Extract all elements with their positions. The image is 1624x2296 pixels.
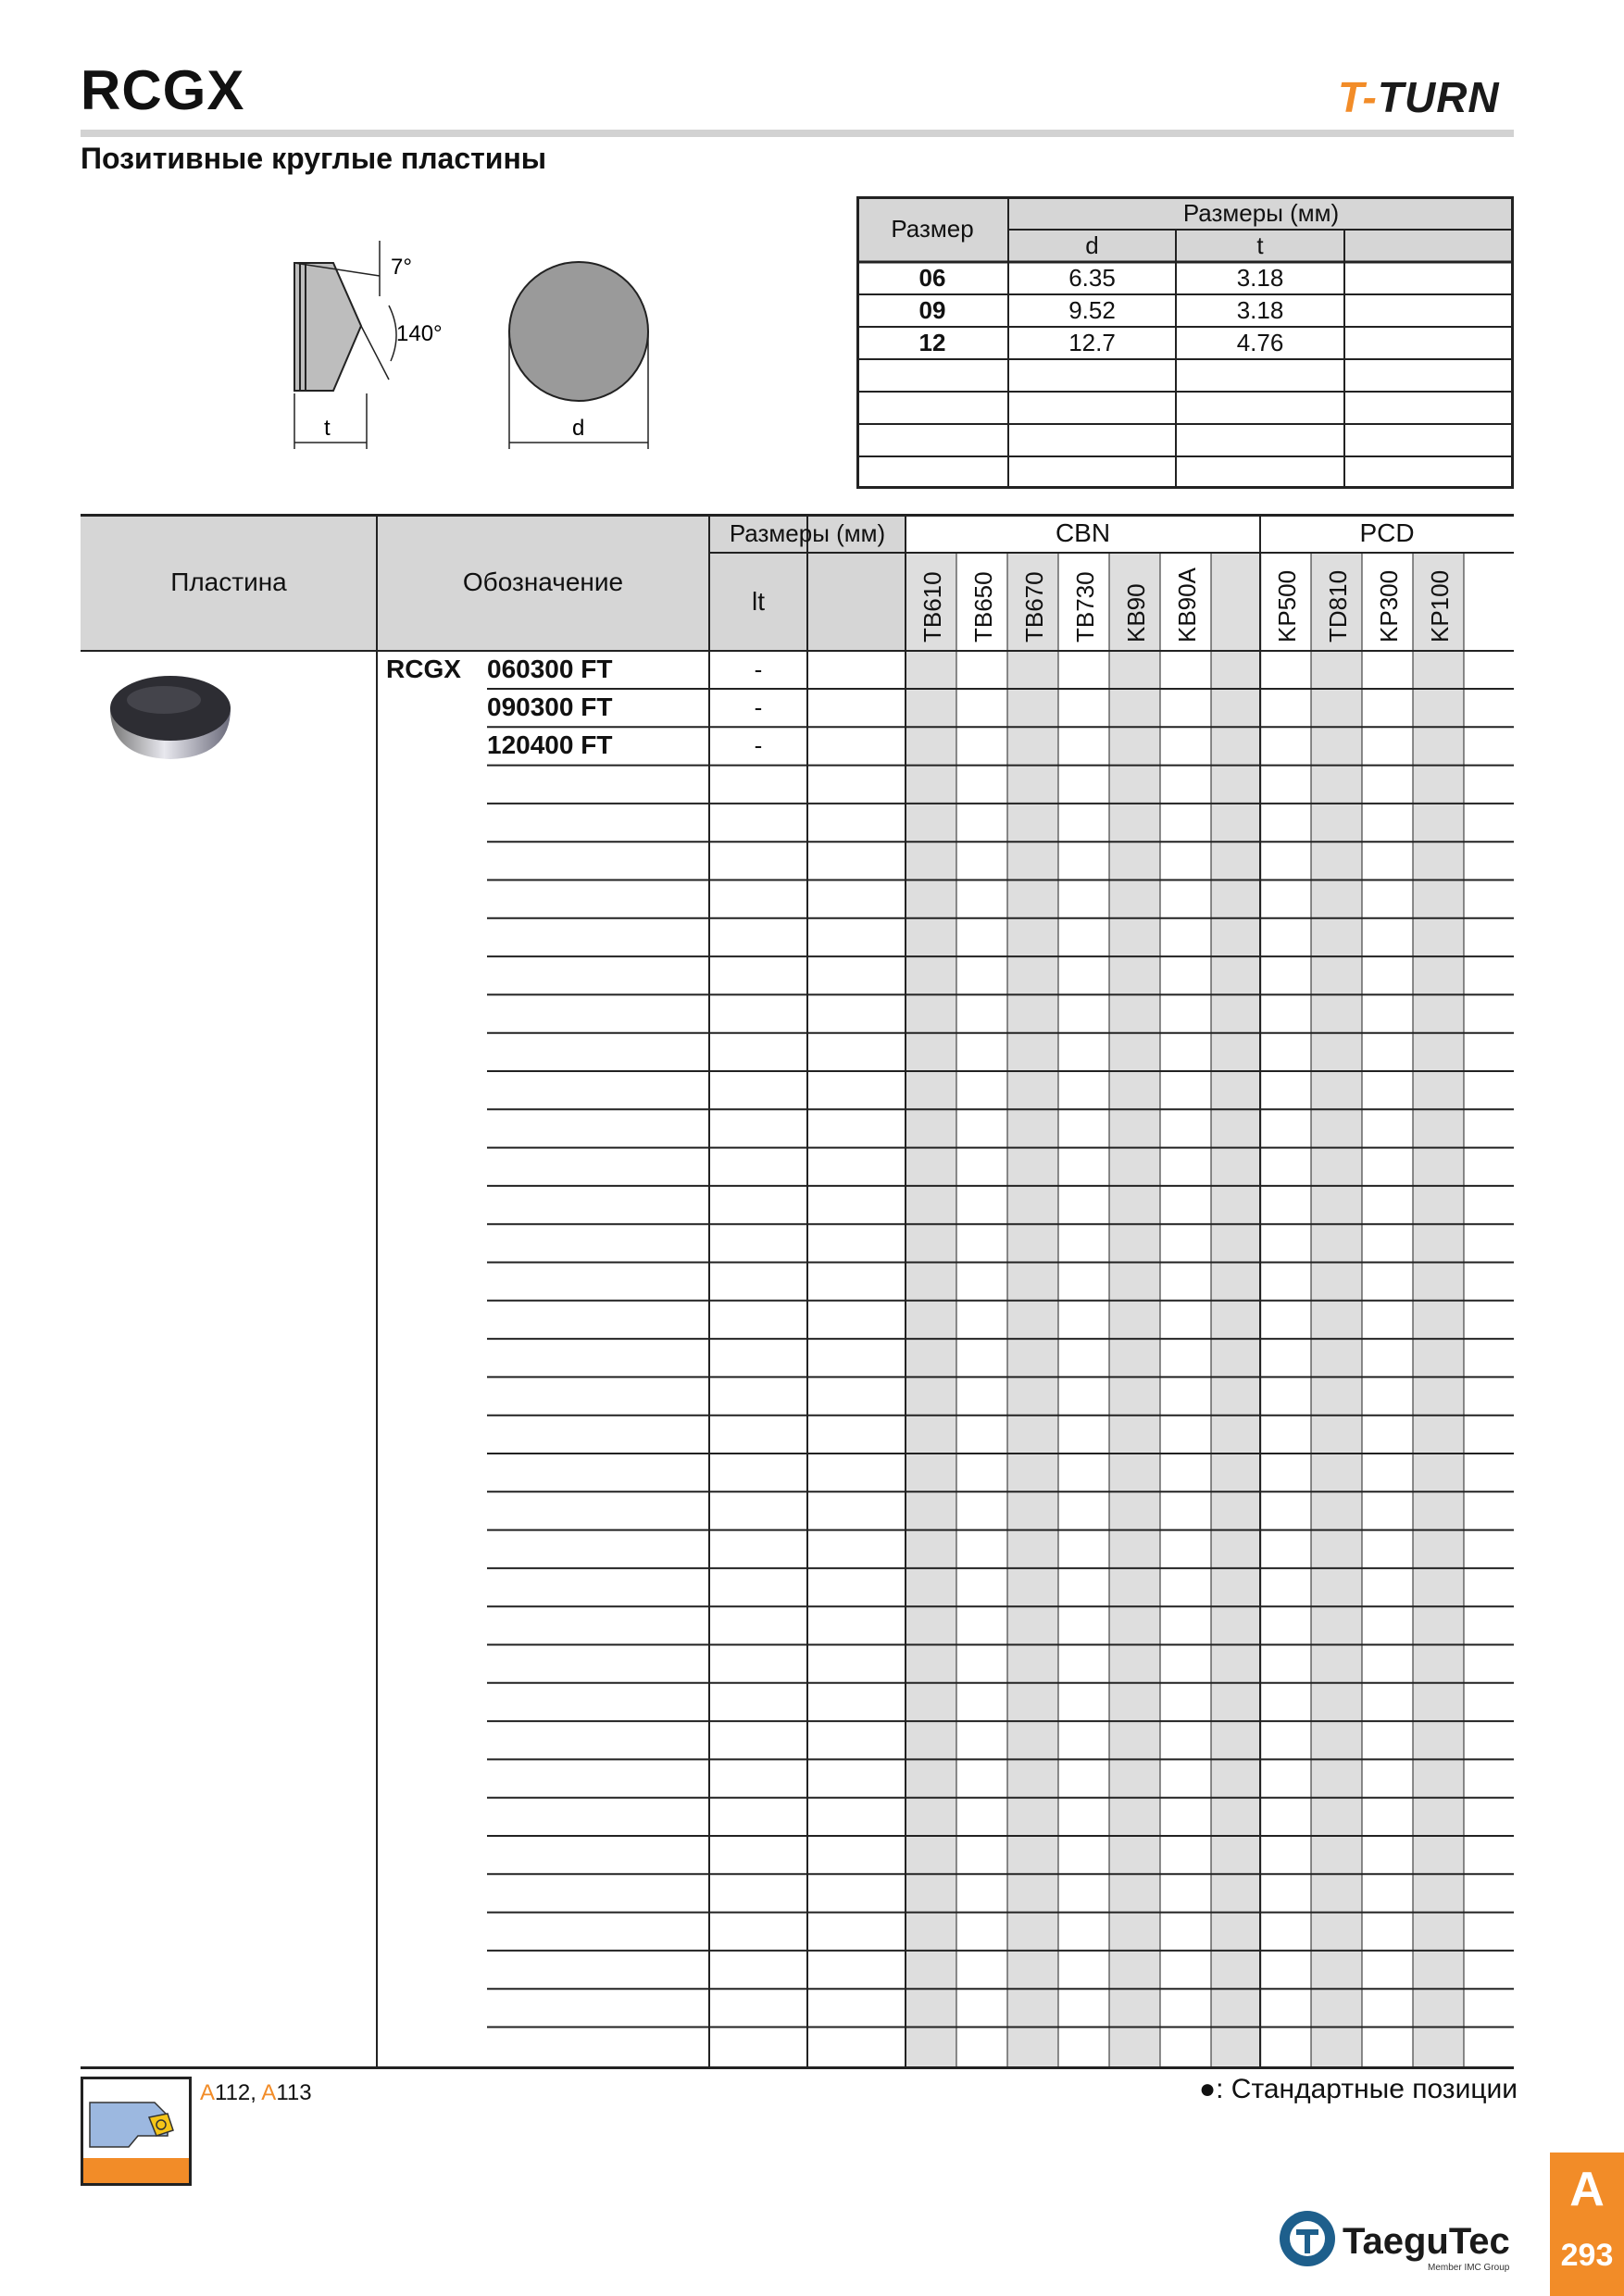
grade-kp300: KP300 bbox=[1375, 569, 1403, 643]
col-d-header: d bbox=[1085, 231, 1099, 259]
t-turn-logo bbox=[1338, 73, 1500, 121]
insert-photo bbox=[101, 667, 240, 768]
section-tab bbox=[1550, 2152, 1624, 2296]
taegutec-wordmark: TaeguTec bbox=[1343, 2221, 1510, 2262]
grade-column-shade bbox=[1007, 553, 1058, 2069]
page-number: 293 bbox=[1560, 2238, 1614, 2273]
grade-kp500: KP500 bbox=[1273, 569, 1301, 643]
label-d: d bbox=[572, 416, 585, 441]
grade-td810: TD810 bbox=[1324, 569, 1352, 643]
section-letter: A bbox=[1569, 2163, 1605, 2216]
ref-separator: , bbox=[250, 2080, 262, 2105]
grade-tb730: TB730 bbox=[1071, 571, 1099, 643]
angle-arc bbox=[389, 306, 396, 361]
brand-right: TURN bbox=[1377, 73, 1500, 121]
grade-column-shade bbox=[1311, 553, 1362, 2069]
label-t: t bbox=[324, 416, 331, 441]
grade-tb670: TB670 bbox=[1020, 571, 1048, 643]
col-size-header: Размер bbox=[891, 215, 974, 243]
ref-letter: A bbox=[261, 2080, 277, 2105]
col-t-header: t bbox=[1256, 231, 1264, 259]
legend-standard-items: ●: Стандартные позиции bbox=[1199, 2074, 1518, 2104]
size-table bbox=[856, 196, 1514, 489]
ref-number: 113 bbox=[276, 2080, 312, 2105]
taegutec-tagline: Member IMC Group bbox=[1428, 2263, 1510, 2273]
t-cell: 4.76 bbox=[1236, 329, 1284, 356]
grade-column-shade bbox=[1413, 553, 1464, 2069]
col-designation-header: Обозначение bbox=[462, 568, 624, 596]
col-lt-header: lt bbox=[752, 587, 765, 616]
angle-line bbox=[361, 326, 389, 380]
col-dims-header: Размеры (мм) bbox=[1182, 198, 1340, 227]
lt-cell: - bbox=[754, 731, 763, 759]
ref-letter: A bbox=[200, 2080, 216, 2105]
profile-body bbox=[294, 263, 361, 391]
d-cell: 9.52 bbox=[1068, 296, 1116, 324]
taegutec-logo bbox=[1278, 2203, 1518, 2277]
item-code: 060300 FT bbox=[487, 655, 613, 683]
grade-column-shade bbox=[1211, 553, 1262, 2069]
brand-left: T- bbox=[1338, 73, 1378, 121]
lt-cell: - bbox=[754, 693, 763, 721]
d-cell: 12.7 bbox=[1068, 329, 1116, 356]
main-table bbox=[81, 514, 1514, 2069]
round-insert-top-view bbox=[509, 262, 648, 401]
item-code: 090300 FT bbox=[487, 693, 613, 721]
grade-column-shade bbox=[1109, 553, 1160, 2069]
size-cell: 09 bbox=[918, 296, 946, 324]
grade-tb650: TB650 bbox=[969, 571, 997, 643]
grade-kp100: KP100 bbox=[1426, 569, 1454, 643]
holder-reference-icon bbox=[81, 2077, 192, 2186]
col-dims-header: Размеры (мм) bbox=[729, 518, 886, 547]
t-cell: 3.18 bbox=[1236, 264, 1284, 292]
d-cell: 6.35 bbox=[1068, 264, 1116, 292]
size-cell: 06 bbox=[918, 264, 946, 292]
page-references bbox=[200, 2080, 312, 2106]
series-label: RCGX bbox=[386, 655, 461, 683]
title-rule bbox=[81, 130, 1514, 137]
insert-photo-highlight bbox=[127, 686, 201, 714]
grade-kb90a: KB90A bbox=[1173, 568, 1201, 643]
insert-drawing bbox=[278, 222, 667, 463]
size-cell: 12 bbox=[918, 329, 946, 356]
taegutec-logo-stem bbox=[1305, 2229, 1310, 2253]
item-code: 120400 FT bbox=[487, 730, 613, 759]
holder-icon-band bbox=[83, 2158, 189, 2183]
angle-top-label: 7° bbox=[391, 255, 412, 280]
page-subtitle: Позитивные круглые пластины bbox=[81, 142, 547, 175]
grade-kb90: KB90 bbox=[1122, 583, 1150, 643]
page-title: RCGX bbox=[81, 59, 245, 121]
pcd-group-header: PCD bbox=[1359, 518, 1415, 547]
grade-column-shade bbox=[906, 553, 956, 2069]
t-cell: 3.18 bbox=[1236, 296, 1284, 324]
angle-mid-label: 140° bbox=[396, 321, 443, 346]
grade-tb610: TB610 bbox=[918, 571, 946, 643]
col-insert-header: Пластина bbox=[170, 568, 287, 596]
cbn-group-header: CBN bbox=[1055, 518, 1111, 547]
lt-cell: - bbox=[754, 655, 763, 683]
ref-number: 112 bbox=[215, 2080, 251, 2105]
